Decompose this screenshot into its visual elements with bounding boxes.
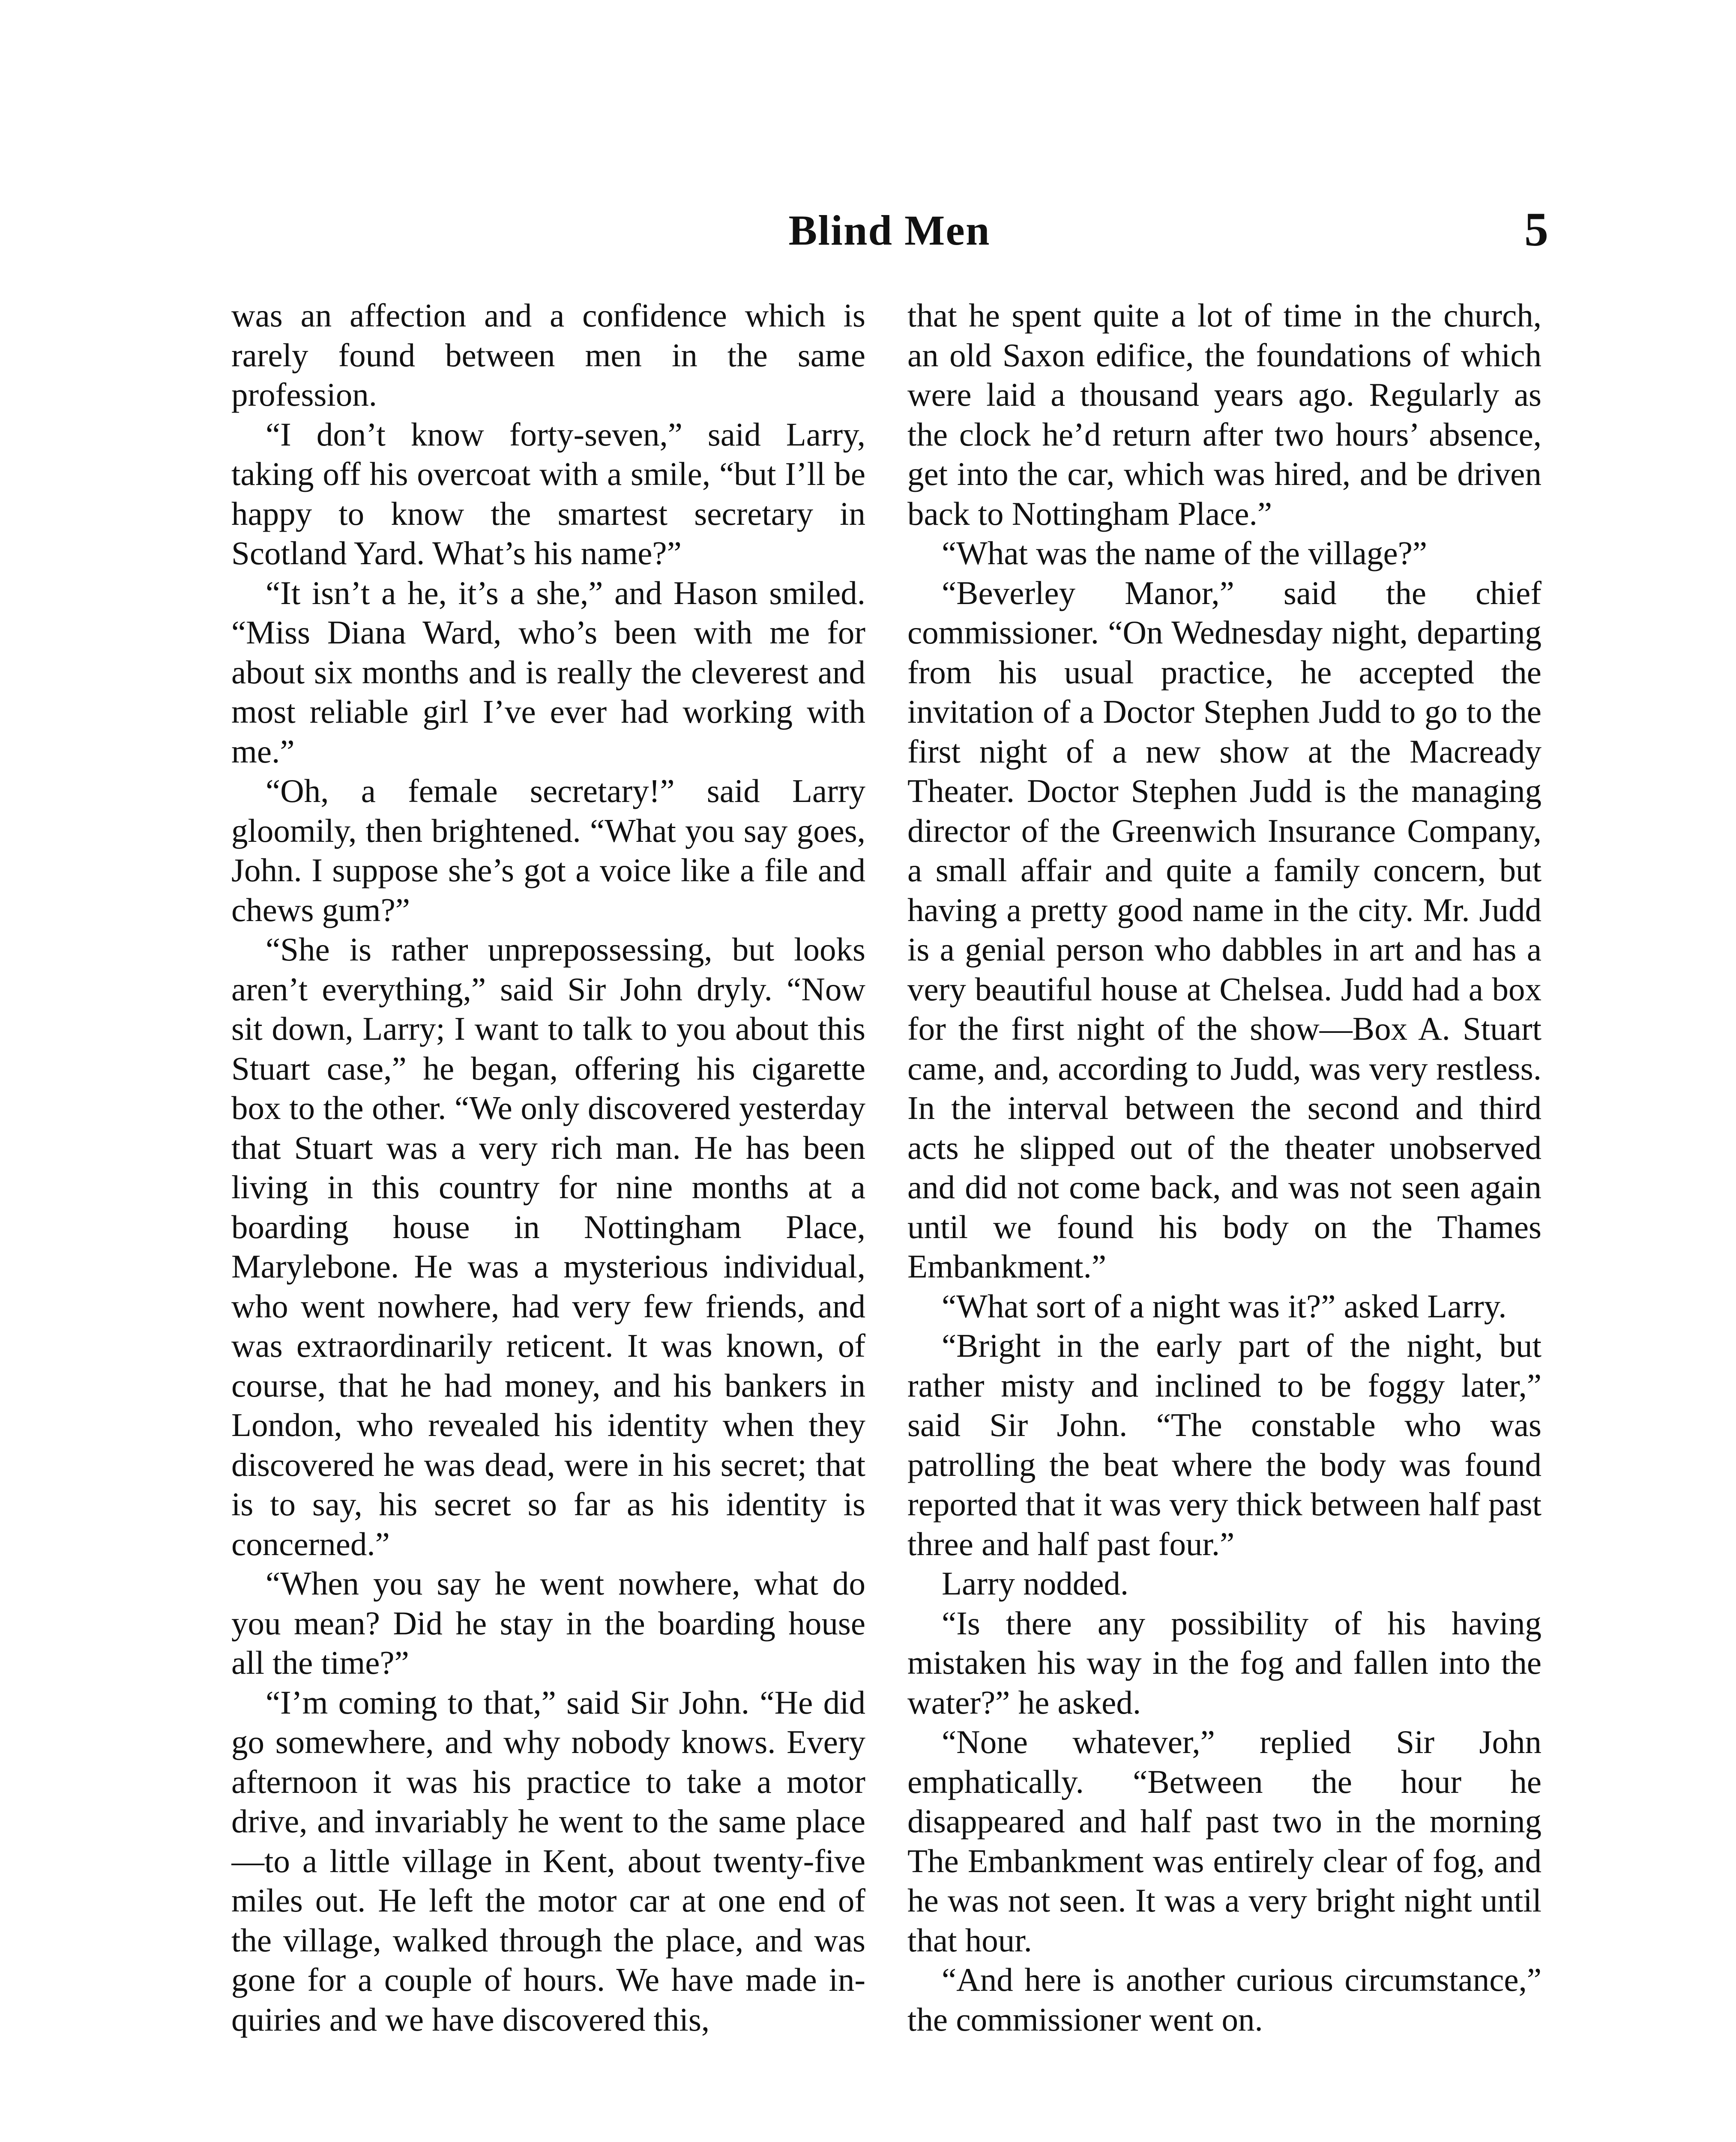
paragraph: “It isn’t a he, it’s a she,” and Hason smiled. “Miss Diana Ward, who’s been with me for about six months and is really the cleverest and most reliable girl I’ve ever had working with me.”	[231, 574, 865, 770]
paragraph: “She is rather unprepossessing, but looks aren’t everything,” said Sir John dryly. “Now sit down, Larry; I want to talk to you about this Stuart case,” he began, offering his cigarette box to the other. “We only discovered yesterday that Stuart was a very rich man. He has been living in this country for nine months at a boarding house in Nottingham Place, Marylebone. He was a mysterious individual, who went nowhere, had very few friends, and was extraordinarily reticent. It was known, of course, that he had money, and his bankers in London, who revealed his identity when they discovered he was dead, were in his secret; that is to say, his secret so far as his identity is concerned.”	[231, 931, 865, 1562]
paragraph: Larry nodded.	[942, 1565, 1129, 1602]
paragraph: “I don’t know forty-seven,” said Larry, taking off his overcoat with a smile, “but I’ll be happy to know the smartest secretary in Scotland Yard. What’s his name?”	[231, 416, 865, 571]
paragraph: “When you say he went nowhere, what do you mean? Did he stay in the boarding house all the time?”	[231, 1565, 865, 1681]
paragraph: “What was the name of the village?”	[942, 535, 1428, 571]
paragraph: “Oh, a female secretary!” said Larry gloomily, then brightened. “What you say goes, John. I suppose she’s got a voice like a file and chews gum?”	[231, 772, 865, 928]
paragraph: “Beverley Manor,” said the chief commissioner. “On Wednesday night, departing from his usual practice, he accepted the invitation of a Doctor Stephen Judd to go to the first night of a new show at the Macready Theater. Doctor Stephen Judd is the managing director of the Greenwich Insurance Company, a small affair and quite a family concern, but having a pretty good name in the city. Mr. Judd is a genial person who dabbles in art and has a very beautiful house at Chelsea. Judd had a box for the first night of the show—Box A. Stuart came, and, according to Judd, was very restless. In the interval between the second and third acts he slipped out of the theater unobserved and did not come back, and was not seen again until we found his body on the Thames Embankment.”	[907, 574, 1541, 1285]
paragraph: “None whatever,” replied Sir John emphatically. “Between the hour he disappeared and half past two in the morning The Embankment was entirely clear of fog, and he was not seen. It was a very bright night until that hour.	[907, 1723, 1541, 1959]
paragraph: “I’m coming to that,” said Sir John. “He did go somewhere, and why nobody knows. Every afternoon it was his practice to take a motor drive, and invariably he went to the same place —to a little village in Kent, about twenty-five miles out. He left the motor car at one end of the village, walked through the place, and was gone for a couple of hours. We have made inquiries and we have discovered this,	[231, 1684, 865, 2038]
left-text-column	[231, 296, 865, 2142]
running-head	[230, 203, 1548, 266]
paragraph: “Is there any possibility of his having mistaken his way in the fog and fallen into the water?” he asked.	[907, 1604, 1541, 1721]
right-text-column	[907, 296, 1541, 2142]
paragraph: that he spent quite a lot of time in the church, an old Saxon edifice, the foundations of which were laid a thousand years ago. Regularly as the clock he’d return after two hours’ absence, get into the car, which was hired, and be driven back to Nottingham Place.”	[907, 297, 1541, 532]
page-number: 5	[1524, 203, 1548, 256]
paragraph: “What sort of a night was it?” asked Larry.	[942, 1287, 1507, 1325]
running-title: Blind Men	[788, 206, 991, 254]
paragraph: was an affection and a confidence which is rarely found between men in the same profession.	[231, 297, 865, 413]
paragraph: “Bright in the early part of the night, but rather misty and inclined to be foggy later,” said Sir John. “The constable who was patrolling the beat where the body was found reported that it was very thick between half past three and half past four.”	[907, 1327, 1541, 1562]
paragraph: “And here is another curious circumstance,” the commissioner went on.	[907, 1961, 1541, 2038]
